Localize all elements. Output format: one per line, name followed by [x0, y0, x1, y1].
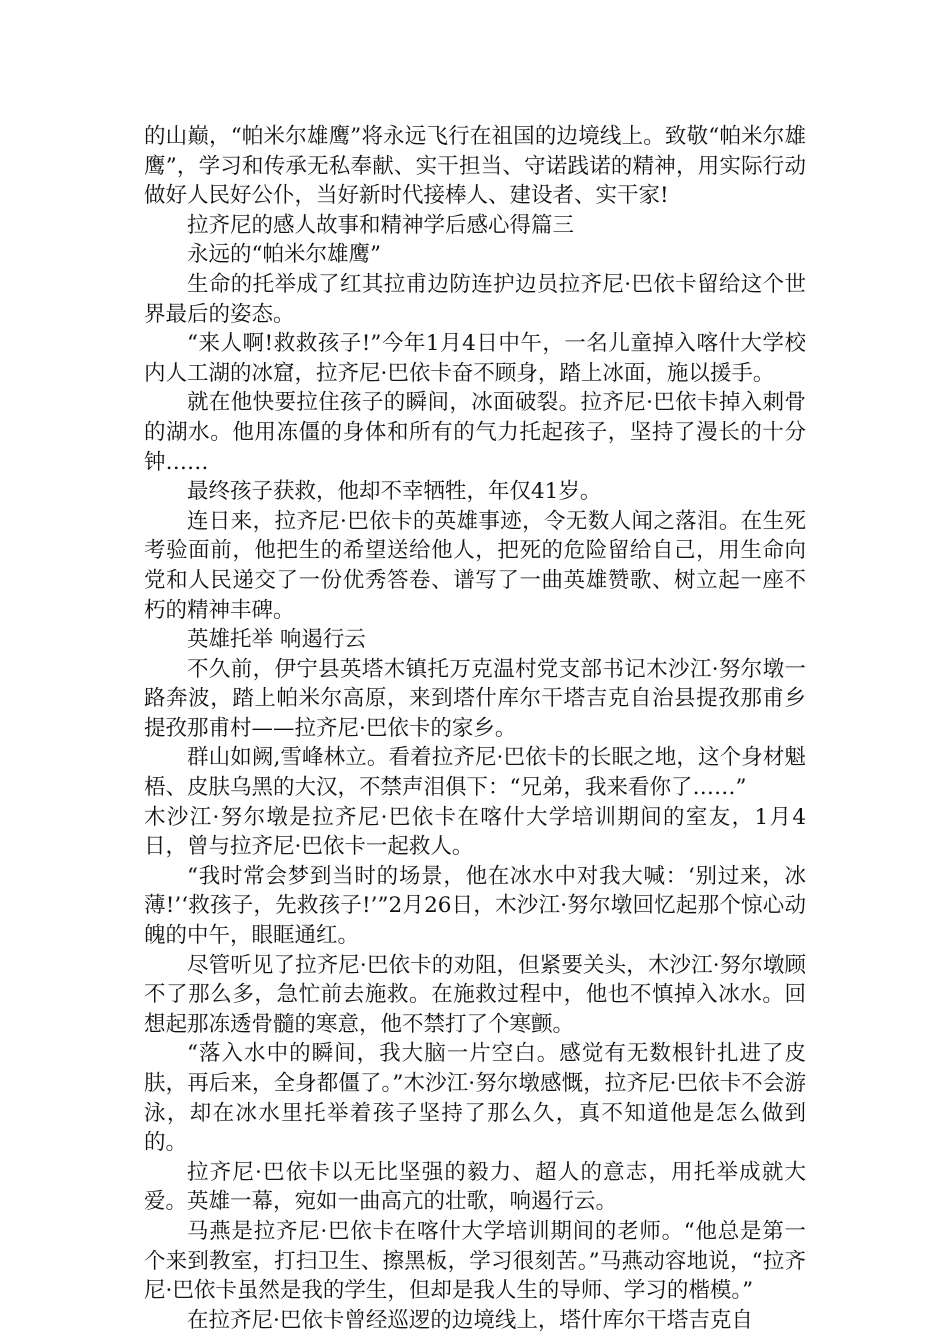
paragraph: 尽管听见了拉齐尼·巴依卡的劝阻，但紧要关头，木沙江·努尔墩顾不了那么多，急忙前去施救。在施救过程中，他也不慎掉入冰水。回想起那冻透骨髓的寒意，他不禁打了个寒颤。: [144, 952, 806, 1037]
paragraph: 群山如阙,雪峰林立。看着拉齐尼·巴依卡的长眠之地，这个身材魁梧、皮肤乌黑的大汉，不禁声泪俱下：“兄弟，我来看你了……”: [144, 745, 806, 801]
paragraph: 生命的托举成了红其拉甫边防连护边员拉齐尼·巴依卡留给这个世界最后的姿态。: [144, 271, 806, 327]
paragraph: 拉齐尼·巴依卡以无比坚强的毅力、超人的意志，用托举成就大爱。英雄一幕，宛如一曲高亢的壮歌，响遏行云。: [144, 1159, 806, 1215]
paragraph: “落入水中的瞬间，我大脑一片空白。感觉有无数根针扎进了皮肤，再后来，全身都僵了。”木沙江·努尔墩感慨，拉齐尼·巴依卡不会游泳，却在冰水里托举着孩子坚持了那么久，真不知道他是怎么做到的。: [144, 1041, 806, 1156]
document-page: [144, 122, 806, 1335]
paragraph: 不久前，伊宁县英塔木镇托万克温村党支部书记木沙江·努尔墩一路奔波，踏上帕米尔高原，来到塔什库尔干塔吉克自治县提孜那甫乡提孜那甫村——拉齐尼·巴依卡的家乡。: [144, 656, 806, 741]
paragraph: 木沙江·努尔墩是拉齐尼·巴依卡在喀什大学培训期间的室友，1月4日，曾与拉齐尼·巴依卡一起救人。: [144, 804, 806, 860]
article-title: 永远的“帕米尔雄鹰”: [187, 242, 381, 268]
paragraph: 马燕是拉齐尼·巴依卡在喀什大学培训期间的老师。“他总是第一个来到教室，打扫卫生、擦黑板，学习很刻苦。”马燕动容地说，“拉齐尼·巴依卡虽然是我的学生，但却是我人生的导师、学习的楷模。”: [144, 1218, 806, 1304]
paragraph: “来人啊!救救孩子!”今年1月4日中午，一名儿童掉入喀什大学校内人工湖的冰窟，拉齐尼·巴依卡奋不顾身，踏上冰面，施以援手。: [144, 331, 806, 386]
paragraph: 最终孩子获救，他却不幸牺牲，年仅41岁。: [187, 479, 602, 505]
paragraph: “我时常会梦到当时的场景，他在冰水中对我大喊：‘别过来，冰薄!’‘救孩子，先救孩子!’”2月26日，木沙江·努尔墩回忆起那个惊心动魄的中午，眼眶通红。: [144, 863, 806, 949]
paragraph: 连日来，拉齐尼·巴依卡的英雄事迹，令无数人闻之落泪。在生死考验面前，他把生的希望送给他人，把死的危险留给自己，用生命向党和人民递交了一份优秀答卷、谱写了一曲英雄赞歌、树立起一座不朽的精神丰碑。: [144, 508, 806, 623]
paragraph: 在拉齐尼·巴依卡曾经巡逻的边境线上，塔什库尔干塔吉克自: [187, 1307, 753, 1333]
paragraph-continuation: 的山巅，“帕米尔雄鹰”将永远飞行在祖国的边境线上。致敬“帕米尔雄鹰”，学习和传承无私奉献、实干担当、守诺践诺的精神，用实际行动做好人民好公仆，当好新时代接棒人、建设者、实干家!: [144, 124, 806, 209]
section-heading: 拉齐尼的感人故事和精神学后感心得篇三: [187, 212, 575, 238]
subsection-heading: 英雄托举 响遏行云: [187, 627, 366, 653]
paragraph: 就在他快要拉住孩子的瞬间，冰面破裂。拉齐尼·巴依卡掉入刺骨的湖水。他用冻僵的身体和所有的气力托起孩子，坚持了漫长的十分钟……: [144, 390, 806, 475]
